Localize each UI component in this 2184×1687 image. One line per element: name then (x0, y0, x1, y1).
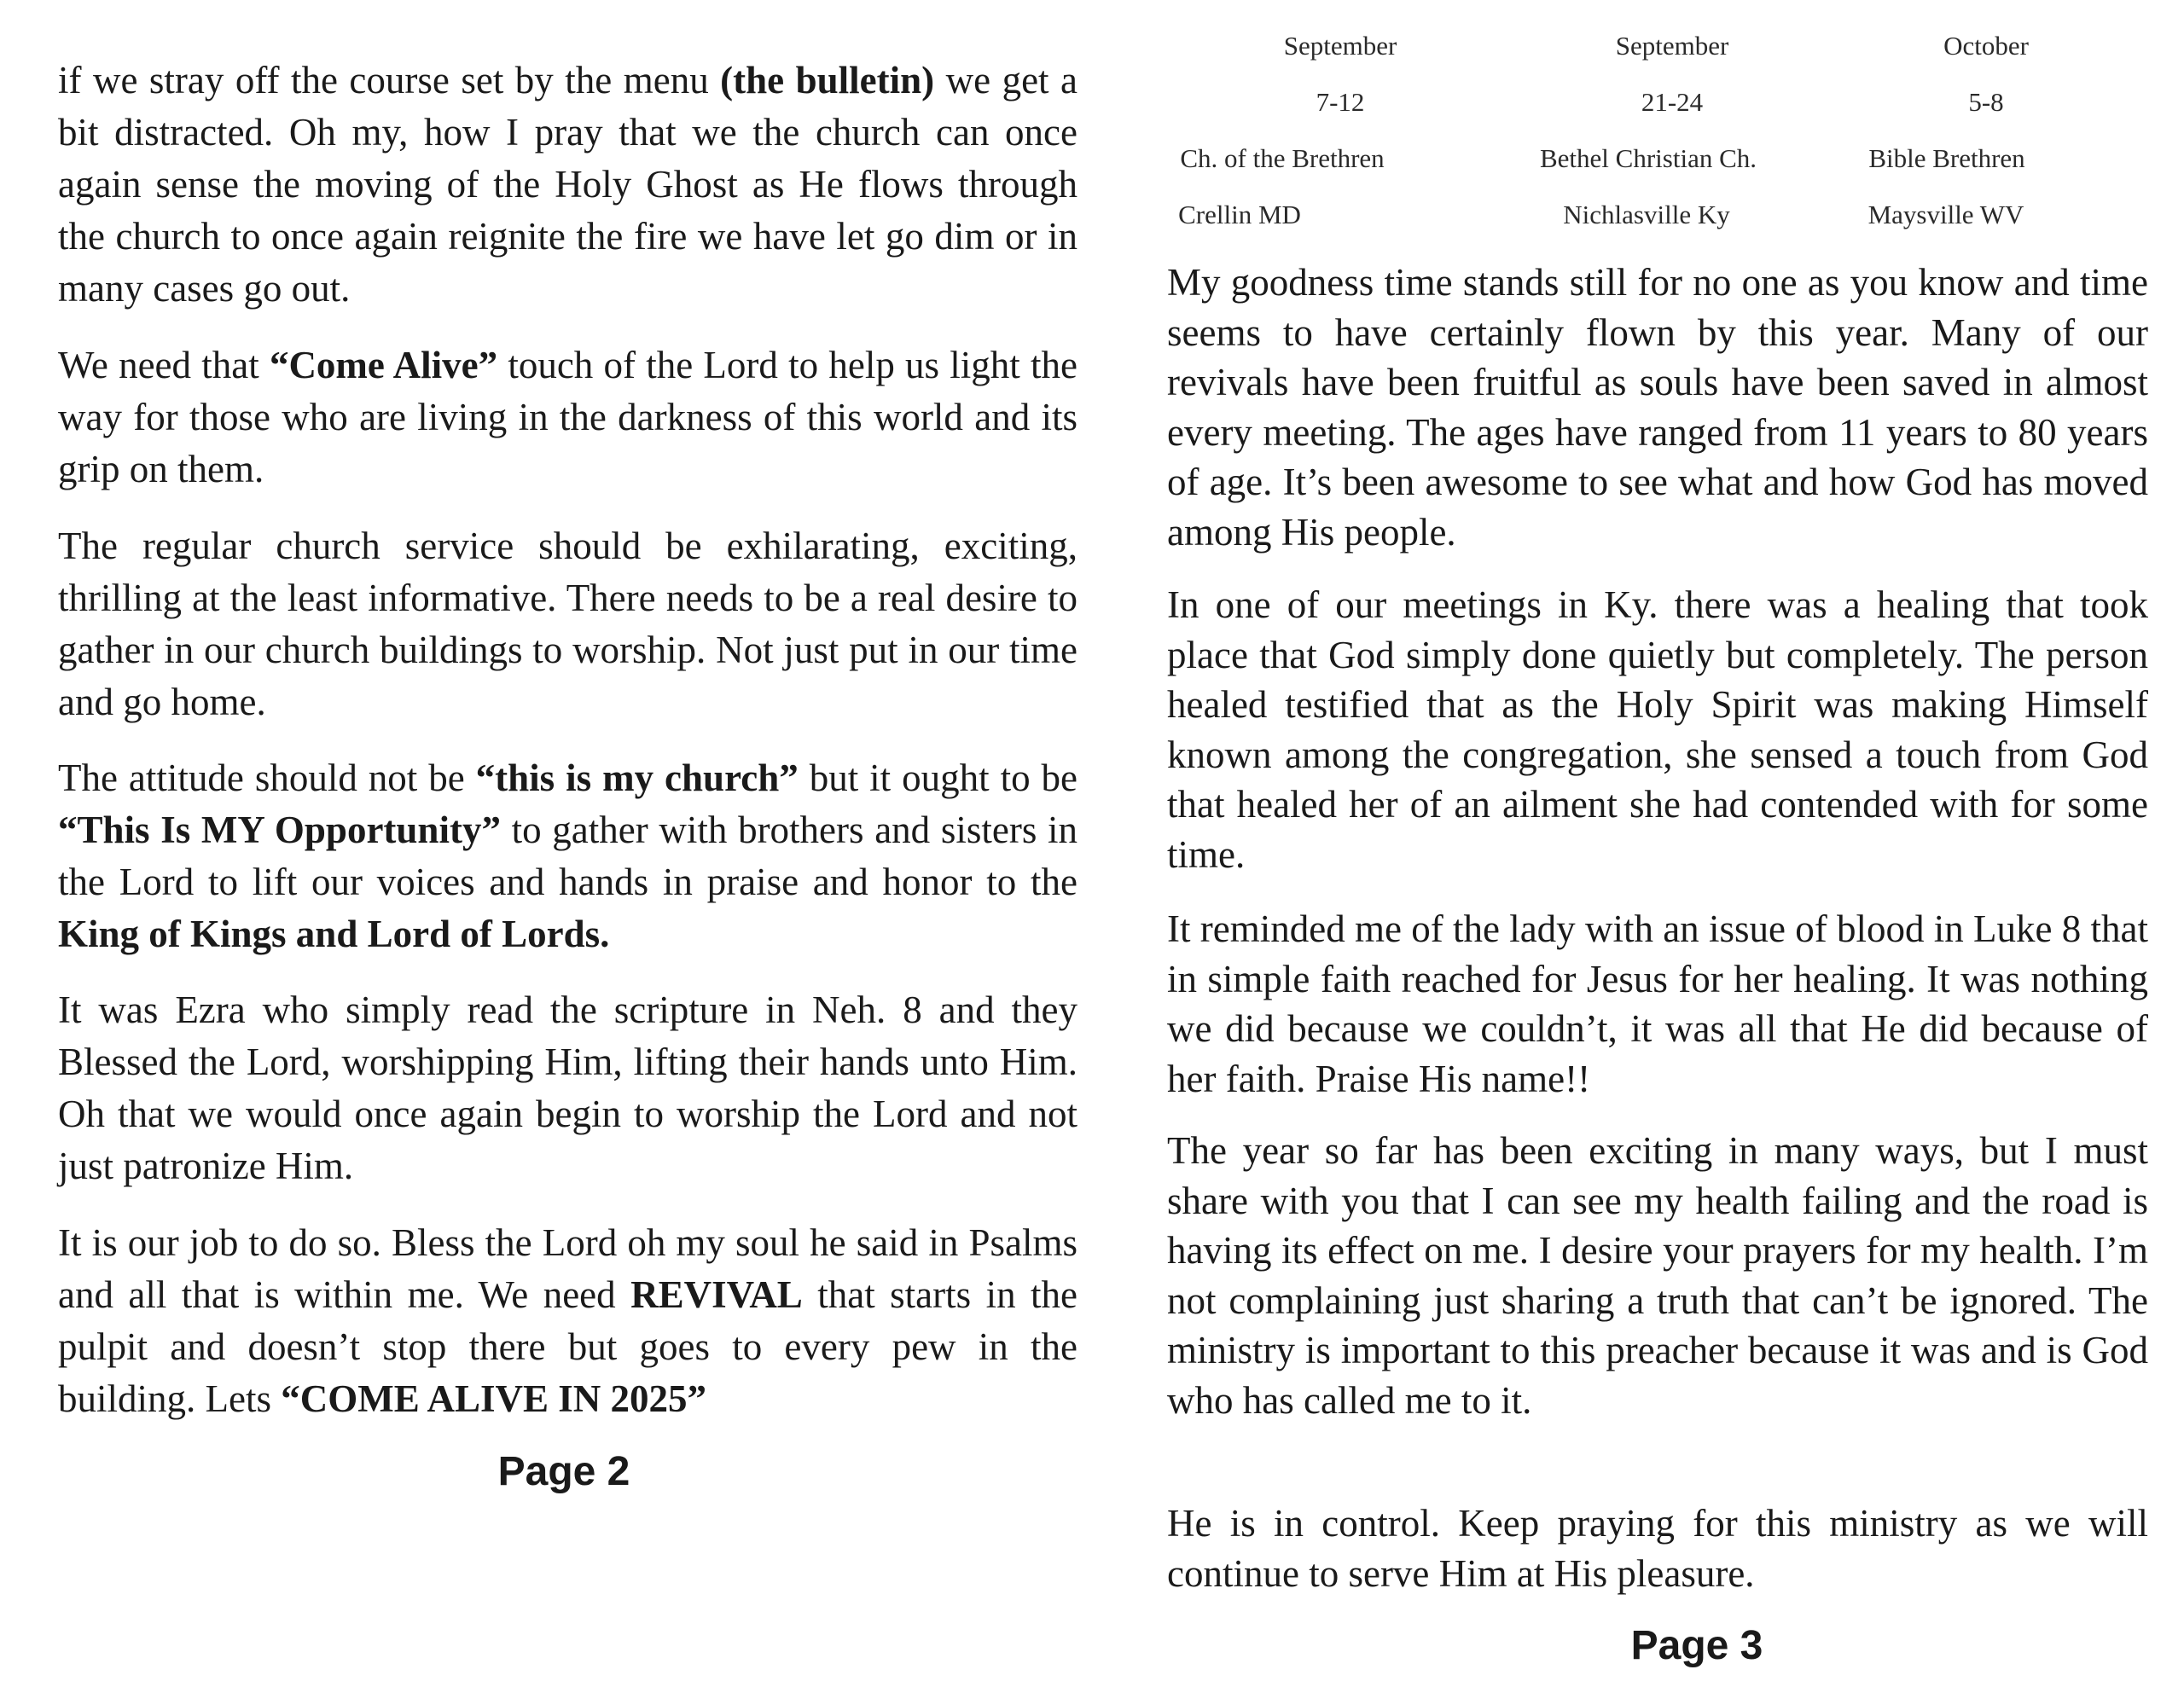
bold-text: “this is my church” (475, 757, 799, 799)
paragraph: if we stray off the course set by the menu (the bulletin) we get a bit distracted. Oh my, how I pray that we the church can once again sense the moving of the Holy Ghost as He flows through the church to once again reignite the fire we have let go dim or in many cases go out. (58, 59, 1077, 310)
paragraph: It was Ezra who simply read the scripture in Neh. 8 and they Blessed the Lord, worshipping Him, lifting their hands unto Him. Oh that we would once again begin to worship the Lord and not just patronize Him. (58, 988, 1077, 1187)
schedule-dates-row (1167, 87, 2148, 121)
bold-text: “This Is MY Opportunity” (58, 809, 501, 851)
schedule-church: Bethel Christian Ch. (1539, 143, 1757, 173)
bold-text: “Come Alive” (269, 344, 498, 386)
right-page (1167, 0, 2148, 1687)
schedule-location: Crellin MD (1178, 200, 1301, 229)
bold-text: King of Kings and Lord of Lords. (58, 913, 610, 955)
page-number: Page 3 (1630, 1623, 1763, 1668)
schedule-dates: 7-12 (1316, 87, 1365, 117)
schedule-church: Bible Brethren (1868, 143, 2025, 173)
paragraph: It is our job to do so. Bless the Lord oh my soul he said in Psalms and all that is within me. We need REVIVAL that starts in the pulpit and doesn’t stop there but goes to every pew in the building. Lets “COME ALIVE IN 2025” (58, 1221, 1077, 1420)
paragraph: The year so far has been exciting in many ways, but I must share with you that I can see my health failing and the road is having its effect on me. I desire your prayers for my health. I’m not complaining just sharing a truth that can’t be ignored. The ministry is important to this preacher because it was and is God who has called me to it. (1167, 1129, 2148, 1422)
paragraph: It reminded me of the lady with an issue of blood in Luke 8 that in simple faith reached for Jesus for her healing. It was nothing we did because we couldn’t, it was all that He did because of her faith. Praise His name!! (1167, 907, 2148, 1100)
schedule-month: September (1283, 31, 1397, 61)
left-page (58, 0, 1077, 1687)
schedule-month: September (1615, 31, 1729, 61)
page-number: Page 2 (497, 1449, 630, 1494)
schedule-locations-row (1167, 200, 2148, 234)
paragraph: My goodness time stands still for no one as you know and time seems to have certainly flown by this year. Many of our revivals have been fruitful as souls have been saved in almost every meeting. The ages have ranged from 11 years to 80 years of age. It’s been awesome to see what and how God has moved among His people. (1167, 261, 2148, 554)
schedule-churches-row (1167, 143, 2148, 177)
schedule-church: Ch. of the Brethren (1180, 143, 1385, 173)
bold-text: REVIVAL (630, 1273, 803, 1316)
paragraph: The regular church service should be exhilarating, exciting, thrilling at the least informative. There needs to be a real desire to gather in our church buildings to worship. Not just put in our time and go home. (58, 525, 1077, 723)
paragraph: We need that “Come Alive” touch of the Lord to help us light the way for those who are living in the darkness of this world and its grip on them. (58, 344, 1077, 490)
paragraph: The attitude should not be “this is my church” but it ought to be “This Is MY Opportunity” to gather with brothers and sisters in the Lord to lift our voices and hands in praise and honor to the King of Kings and Lord of Lords. (58, 757, 1078, 955)
schedule-dates: 5-8 (1968, 87, 2004, 117)
schedule-location: Nichlasville Ky (1563, 200, 1730, 229)
schedule-month: October (1943, 31, 2029, 61)
bold-text: (the bulletin) (720, 59, 935, 101)
schedule-dates: 21-24 (1641, 87, 1704, 117)
paragraph: In one of our meetings in Ky. there was a healing that took place that God simply done quietly but completely. The person healed testified that as the Holy Spirit was making Himself known among the congregation, she sensed a touch from God that healed her of an ailment she had contended with for some time. (1167, 583, 2148, 876)
schedule-months-row (1167, 31, 2148, 65)
schedule-location: Maysville WV (1867, 200, 2024, 229)
paragraph: He is in control. Keep praying for this ministry as we will continue to serve Him at His pleasure. (1167, 1502, 2148, 1595)
bold-text: “COME ALIVE IN 2025” (281, 1377, 707, 1420)
